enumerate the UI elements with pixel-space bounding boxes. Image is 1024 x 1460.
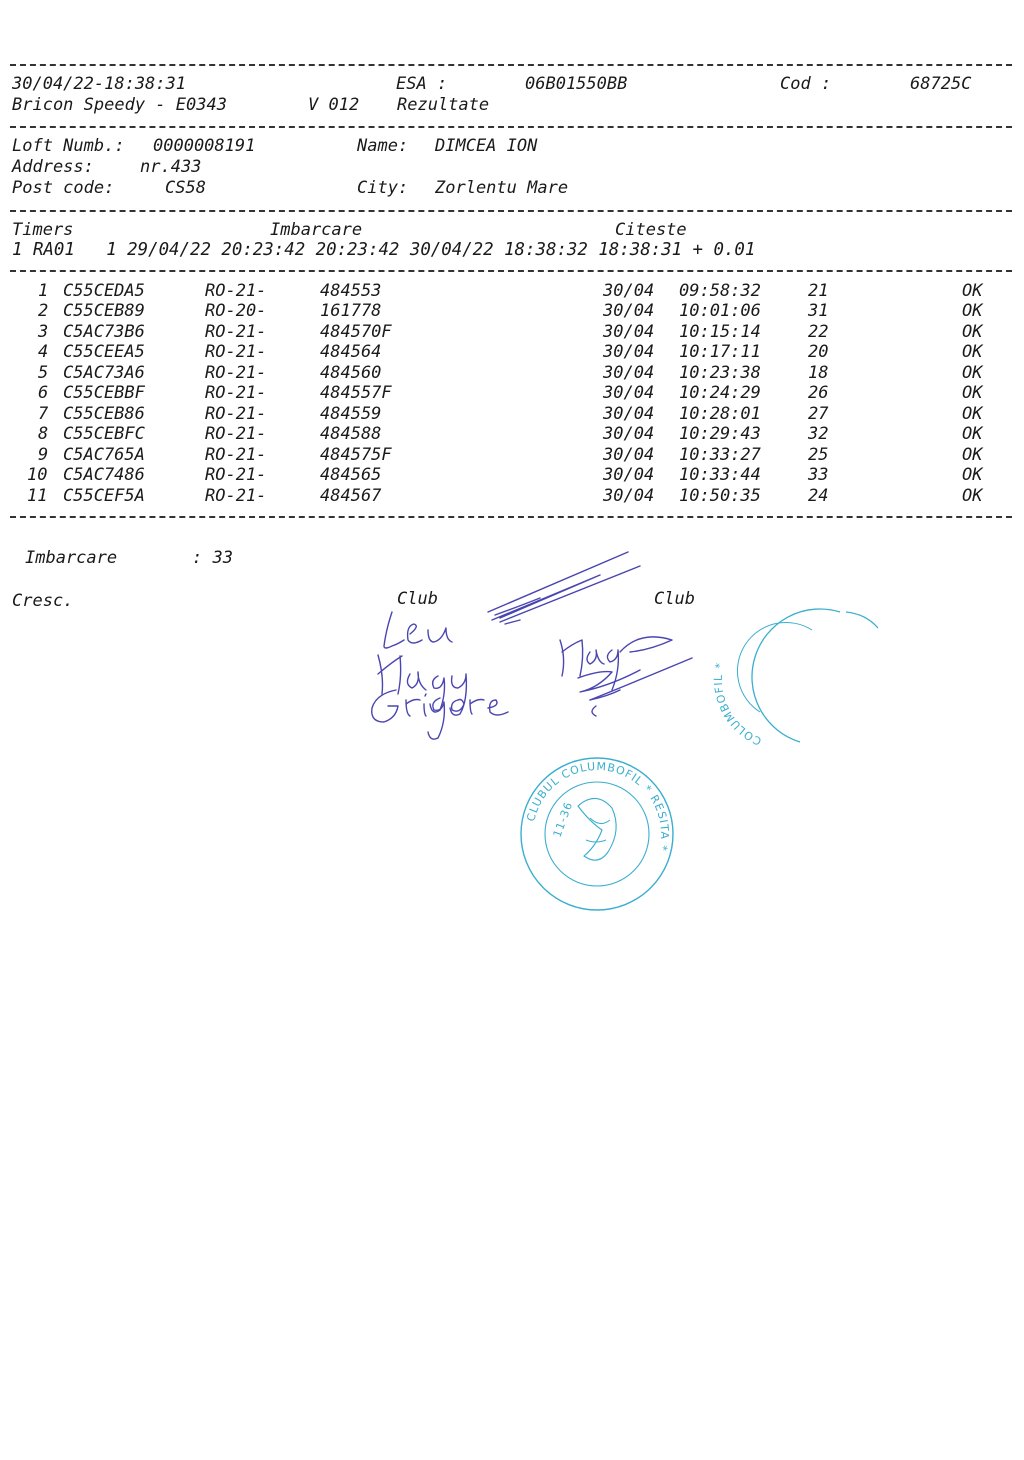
divider [10,126,1012,128]
status: OK [962,486,983,506]
ring-country: RO-21- [205,404,267,424]
timers-label: Timers [12,220,74,240]
position: 26 [808,383,829,403]
row-number: 2 [38,301,49,321]
arrival-time: 10:28:01 [679,404,761,424]
row-number: 11 [27,486,48,506]
arrival-time: 10:01:06 [679,301,761,321]
status: OK [962,383,983,403]
imbarcare-total-label: Imbarcare [25,548,118,568]
arrival-time: 10:15:14 [679,322,761,342]
table-row [0,281,1024,301]
status: OK [962,281,983,301]
cresc-label: Cresc. [12,591,74,611]
table-row [0,445,1024,465]
row-number: 7 [38,404,49,424]
name-label: Name: [357,136,409,156]
city-value: Zorlentu Mare [435,178,569,198]
ring-number: 484557F [320,383,392,403]
arrival-date: 30/04 [603,465,655,485]
svg-text:COLUMBOFIL *: COLUMBOFIL * [711,661,764,748]
loft-number: 0000008191 [153,136,256,156]
status: OK [962,301,983,321]
table-row [0,322,1024,342]
chip-id: C55CEF5A [63,486,145,506]
chip-id: C55CEB89 [63,301,145,321]
ring-number: 484553 [320,281,382,301]
arrival-date: 30/04 [603,445,655,465]
arrival-time: 10:29:43 [679,424,761,444]
position: 22 [808,322,829,342]
divider [10,210,1012,212]
position: 27 [808,404,829,424]
arrival-time: 10:50:35 [679,486,761,506]
ring-country: RO-20- [205,301,267,321]
club-label-left: Club [397,589,438,609]
table-row [0,404,1024,424]
loft-label: Loft Numb.: [12,136,125,156]
status: OK [962,424,983,444]
arrival-time: 10:33:27 [679,445,761,465]
print-datetime: 30/04/22-18:38:31 [12,74,186,94]
position: 33 [808,465,829,485]
ring-country: RO-21- [205,486,267,506]
cod-value: 68725C [910,74,972,94]
table-row [0,486,1024,506]
position: 18 [808,363,829,383]
ring-country: RO-21- [205,383,267,403]
ring-number: 484565 [320,465,382,485]
chip-id: C55CEB86 [63,404,145,424]
row-number: 8 [38,424,49,444]
club-stamp-partial [712,609,878,748]
arrival-date: 30/04 [603,322,655,342]
row-number: 1 [38,281,49,301]
chip-id: C55CEEA5 [63,342,145,362]
chip-id: C5AC73A6 [63,363,145,383]
ring-country: RO-21- [205,445,267,465]
postcode-value: CS58 [165,178,206,198]
row-number: 3 [38,322,49,342]
ring-number: 484560 [320,363,382,383]
position: 24 [808,486,829,506]
ring-country: RO-21- [205,281,267,301]
row-number: 9 [38,445,49,465]
ring-country: RO-21- [205,363,267,383]
row-number: 4 [38,342,49,362]
ring-number: 484588 [320,424,382,444]
arrival-date: 30/04 [603,404,655,424]
ring-number: 484559 [320,404,382,424]
chip-id: C55CEBFC [63,424,145,444]
ring-country: RO-21- [205,465,267,485]
status: OK [962,445,983,465]
svg-text:11-36: 11-36 [550,799,576,840]
table-row [0,342,1024,362]
arrival-date: 30/04 [603,383,655,403]
esa-label: ESA : [396,74,448,94]
ring-country: RO-21- [205,342,267,362]
club-label-right: Club [654,589,695,609]
club-stamp [521,758,673,910]
postcode-label: Post code: [12,178,115,198]
citeste-column-label: Citeste [615,220,687,240]
cod-label: Cod : [780,74,832,94]
arrival-date: 30/04 [603,281,655,301]
position: 25 [808,445,829,465]
position: 32 [808,424,829,444]
divider [10,270,1012,272]
table-row [0,424,1024,444]
status: OK [962,465,983,485]
imbarcare-column-label: Imbarcare [270,220,363,240]
row-number: 10 [27,465,48,485]
status: OK [962,363,983,383]
arrival-date: 30/04 [603,301,655,321]
status: OK [962,322,983,342]
row-number: 5 [38,363,49,383]
status: OK [962,404,983,424]
chip-id: C5AC7486 [63,465,145,485]
row-number: 6 [38,383,49,403]
ring-country: RO-21- [205,424,267,444]
chip-id: C5AC765A [63,445,145,465]
chip-id: C55CEDA5 [63,281,145,301]
imbarcare-total-value: : 33 [192,548,233,568]
position: 31 [808,301,829,321]
position: 20 [808,342,829,362]
ring-number: 484564 [320,342,382,362]
table-row [0,301,1024,321]
arrival-time: 09:58:32 [679,281,761,301]
city-label: City: [357,178,409,198]
arrival-date: 30/04 [603,486,655,506]
status: OK [962,342,983,362]
divider [10,516,1012,518]
arrival-time: 10:17:11 [679,342,761,362]
chip-id: C5AC73B6 [63,322,145,342]
signature-left [372,552,640,739]
device-version: V 012 [308,95,360,115]
ring-number: 484570F [320,322,392,342]
ring-number: 484567 [320,486,382,506]
fancier-name: DIMCEA ION [435,136,538,156]
table-row [0,363,1024,383]
address-label: Address: [12,157,94,177]
arrival-time: 10:23:38 [679,363,761,383]
ring-number: 484575F [320,445,392,465]
signature-right [560,637,692,716]
table-row [0,465,1024,485]
arrival-time: 10:24:29 [679,383,761,403]
divider [10,64,1012,66]
timer-line: 1 RA01 1 29/04/22 20:23:42 20:23:42 30/04/22 18:38:32 18:38:31 + 0.01 [12,240,756,260]
address-value: nr.433 [140,157,202,177]
svg-text:CLUBUL COLUMBOFIL * RESITA *: CLUBUL COLUMBOFIL * RESITA * [524,759,672,853]
arrival-date: 30/04 [603,424,655,444]
arrival-date: 30/04 [603,363,655,383]
ring-number: 161778 [320,301,382,321]
esa-value: 06B01550BB [525,74,628,94]
arrival-time: 10:33:44 [679,465,761,485]
ring-country: RO-21- [205,322,267,342]
report-mode: Rezultate [397,95,490,115]
chip-id: C55CEBBF [63,383,145,403]
position: 21 [808,281,829,301]
table-row [0,383,1024,403]
arrival-date: 30/04 [603,342,655,362]
device-name: Bricon Speedy - E0343 [12,95,227,115]
